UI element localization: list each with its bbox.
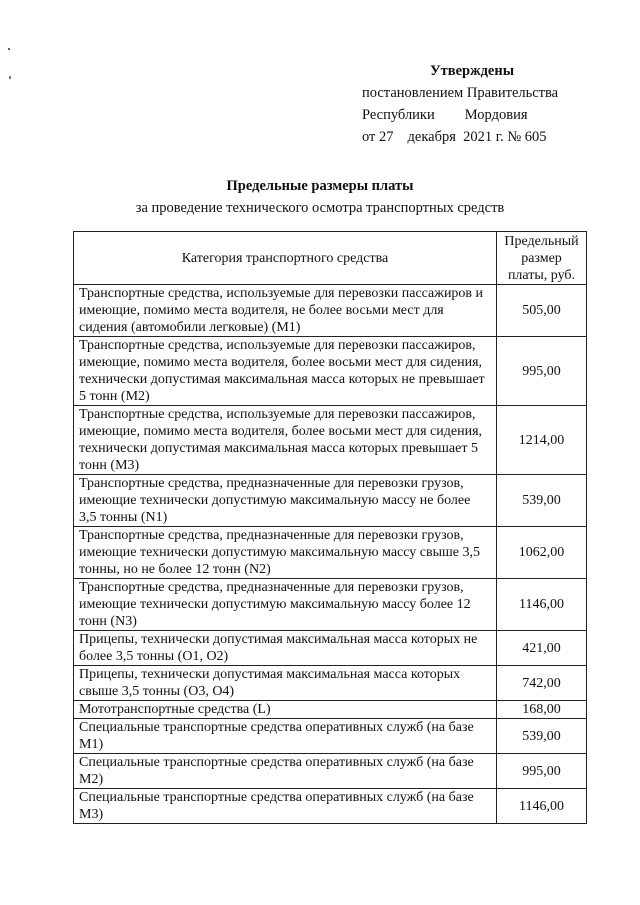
row-category: Специальные транспортные средства оперативных служб (на базе M2): [74, 754, 497, 789]
row-price: 995,00: [497, 754, 587, 789]
table-row: [74, 666, 587, 701]
document-title: Предельные размеры платы: [226, 178, 414, 194]
row-category: Специальные транспортные средства оперативных служб (на базе M3): [74, 789, 497, 824]
fees-table: [73, 231, 587, 824]
header-price: Предельный размер платы, руб.: [497, 232, 587, 285]
row-category: Транспортные средства, предназначенные для перевозки грузов, имеющие технически допустимую максимальную массу не более 3,5 тонны (N1): [74, 475, 497, 527]
table-header-row: [74, 232, 587, 285]
table-row: [74, 475, 587, 527]
row-price: 742,00: [497, 666, 587, 701]
table-row: [74, 579, 587, 631]
row-price: 505,00: [497, 285, 587, 337]
row-price: 168,00: [497, 701, 587, 719]
table-row: [74, 337, 587, 406]
table-row: [74, 631, 587, 666]
row-category: Транспортные средства, предназначенные для перевозки грузов, имеющие технически допустимую максимальную массу более 12 тонн (N3): [74, 579, 497, 631]
row-category: Прицепы, технически допустимая максимальная масса которых свыше 3,5 тонны (O3, O4): [74, 666, 497, 701]
approval-block: [362, 60, 562, 148]
approval-heading: Утверждены: [429, 63, 515, 79]
table-row: [74, 701, 587, 719]
row-category: Транспортные средства, используемые для перевозки пассажиров, имеющие, помимо места водителя, более восьми мест для сидения, технически допустимая максимальная масса которых превышает 5 тонн (M3): [74, 406, 497, 475]
approval-day: от 27: [362, 129, 394, 145]
document-subtitle: за проведение технического осмотра транспортных средств: [135, 200, 505, 216]
approval-region: Мордовия: [464, 107, 528, 123]
row-price: 1062,00: [497, 527, 587, 579]
row-category: Транспортные средства, используемые для перевозки пассажиров, имеющие, помимо места водителя, более восьми мест для сидения, технически допустимая максимальная масса которых не превышает 5 тонн (M2): [74, 337, 497, 406]
row-category: Специальные транспортные средства оперативных служб (на базе M1): [74, 719, 497, 754]
approval-line-2: [362, 104, 562, 126]
scan-mark: [9, 76, 11, 79]
approval-republic: Республики: [362, 107, 435, 123]
row-category: Прицепы, технически допустимая максимальная масса которых не более 3,5 тонны (O1, O2): [74, 631, 497, 666]
table-row: [74, 719, 587, 754]
approval-month: декабря: [407, 129, 456, 145]
row-price: 1146,00: [497, 579, 587, 631]
row-category: Мототранспортные средства (L): [74, 701, 497, 719]
row-price: 539,00: [497, 719, 587, 754]
approval-line-1: постановлением Правительства: [362, 85, 559, 101]
row-price: 539,00: [497, 475, 587, 527]
scan-mark: [8, 48, 10, 50]
row-price: 1146,00: [497, 789, 587, 824]
table-row: [74, 285, 587, 337]
row-category: Транспортные средства, предназначенные для перевозки грузов, имеющие технически допустимую максимальную массу свыше 3,5 тонны, но не более 12 тонн (N2): [74, 527, 497, 579]
table-row: [74, 754, 587, 789]
row-price: 421,00: [497, 631, 587, 666]
row-price: 995,00: [497, 337, 587, 406]
approval-year-number: 2021 г. № 605: [463, 129, 547, 145]
approval-line-3: [362, 126, 562, 148]
table-row: [74, 527, 587, 579]
table-row: [74, 789, 587, 824]
row-category: Транспортные средства, используемые для перевозки пассажиров и имеющие, помимо места водителя, не более восьми мест для сидения (автомобили легковые) (M1): [74, 285, 497, 337]
table-row: [74, 406, 587, 475]
row-price: 1214,00: [497, 406, 587, 475]
header-category: Категория транспортного средства: [74, 232, 497, 285]
